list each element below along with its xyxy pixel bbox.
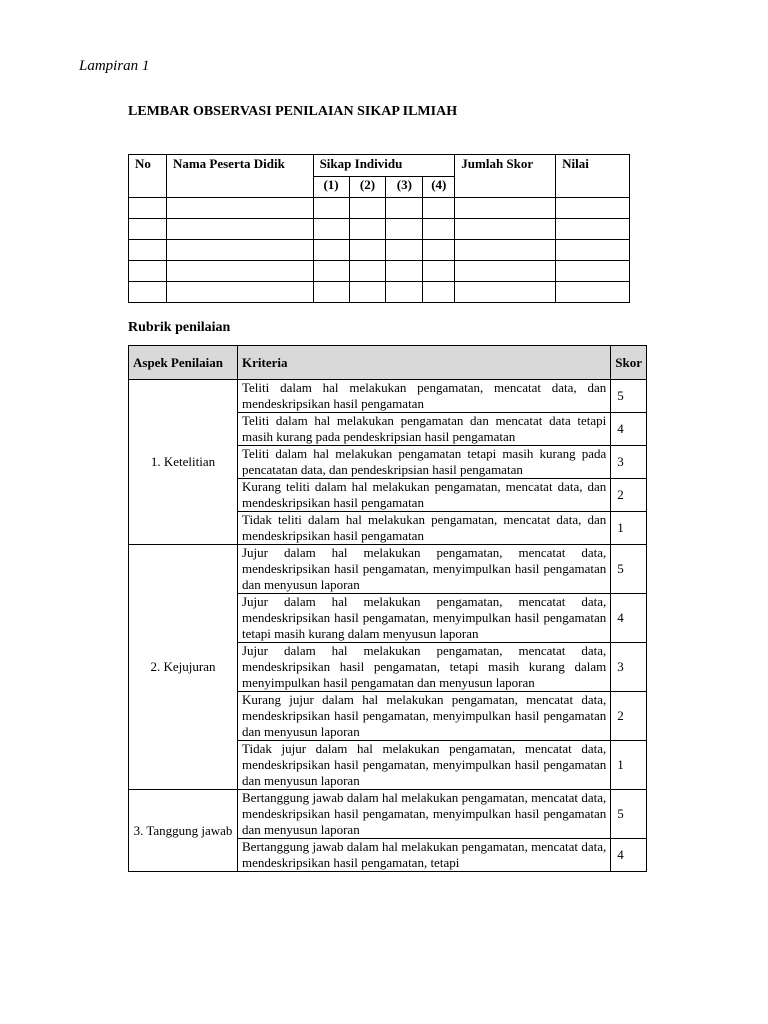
skor-cell: 4	[611, 594, 647, 643]
kriteria-cell: Jujur dalam hal melakukan pengamatan, mencatat data, mendeskripsikan hasil pengamatan, menyimpulkan hasil pengamatan tetapi masih kurang dalam menyusun laporan	[238, 594, 611, 643]
empty-cell	[386, 219, 423, 240]
table-row	[129, 240, 630, 261]
empty-cell	[556, 219, 630, 240]
kriteria-cell: Bertanggung jawab dalam hal melakukan pengamatan, mencatat data, mendeskripsikan hasil pengamatan, menyimpulkan hasil pengamatan dan menyusun laporan	[238, 790, 611, 839]
skor-cell: 4	[611, 839, 647, 872]
skor-cell: 1	[611, 741, 647, 790]
empty-cell	[129, 219, 167, 240]
sub-col-3: (3)	[386, 177, 423, 198]
aspek-cell: 1. Ketelitian	[129, 380, 238, 545]
empty-cell	[349, 240, 386, 261]
empty-cell	[455, 261, 556, 282]
empty-cell	[423, 282, 455, 303]
col-header-nama: Nama Peserta Didik	[166, 155, 313, 198]
sub-col-2: (2)	[349, 177, 386, 198]
empty-cell	[129, 261, 167, 282]
skor-cell: 5	[611, 790, 647, 839]
col-header-aspek: Aspek Penilaian	[129, 346, 238, 380]
kriteria-cell: Tidak teliti dalam hal melakukan pengamatan, mencatat data, dan mendeskripsikan hasil pengamatan	[238, 512, 611, 545]
kriteria-cell: Kurang teliti dalam hal melakukan pengamatan, mencatat data, dan mendeskripsikan hasil pengamatan	[238, 479, 611, 512]
page-title: LEMBAR OBSERVASI PENILAIAN SIKAP ILMIAH	[128, 104, 458, 119]
kriteria-cell: Bertanggung jawab dalam hal melakukan pengamatan, mencatat data, mendeskripsikan hasil pengamatan, tetapi	[238, 839, 611, 872]
rubric-table	[128, 345, 647, 872]
empty-cell	[349, 261, 386, 282]
table-row	[129, 545, 647, 594]
empty-cell	[313, 198, 349, 219]
empty-cell	[556, 261, 630, 282]
empty-cell	[423, 240, 455, 261]
empty-cell	[386, 282, 423, 303]
empty-cell	[423, 219, 455, 240]
empty-cell	[129, 282, 167, 303]
empty-cell	[166, 198, 313, 219]
table-row	[129, 790, 647, 839]
empty-cell	[349, 219, 386, 240]
col-header-kriteria: Kriteria	[238, 346, 611, 380]
empty-cell	[349, 198, 386, 219]
skor-cell: 5	[611, 545, 647, 594]
empty-cell	[455, 282, 556, 303]
sub-col-1: (1)	[313, 177, 349, 198]
empty-cell	[166, 240, 313, 261]
empty-cell	[386, 240, 423, 261]
empty-cell	[313, 219, 349, 240]
skor-cell: 1	[611, 512, 647, 545]
rubric-label: Rubrik penilaian	[128, 320, 231, 335]
skor-cell: 3	[611, 446, 647, 479]
empty-cell	[129, 198, 167, 219]
sub-col-4: (4)	[423, 177, 455, 198]
col-header-sikap: Sikap Individu	[313, 155, 455, 177]
table-row	[129, 261, 630, 282]
observation-table	[128, 154, 630, 303]
empty-cell	[166, 282, 313, 303]
skor-cell: 3	[611, 643, 647, 692]
table-row	[129, 380, 647, 413]
empty-cell	[166, 219, 313, 240]
col-header-nilai: Nilai	[556, 155, 630, 198]
table-row	[129, 282, 630, 303]
kriteria-cell: Kurang jujur dalam hal melakukan pengamatan, mencatat data, mendeskripsikan hasil pengamatan, menyimpulkan hasil pengamatan dan menyusun laporan	[238, 692, 611, 741]
kriteria-cell: Tidak jujur dalam hal melakukan pengamatan, mencatat data, mendeskripsikan hasil pengamatan, menyimpulkan hasil pengamatan dan menyusun laporan	[238, 741, 611, 790]
empty-cell	[455, 240, 556, 261]
col-header-jumlah: Jumlah Skor	[455, 155, 556, 198]
table-row	[129, 219, 630, 240]
empty-cell	[455, 198, 556, 219]
empty-cell	[556, 282, 630, 303]
empty-cell	[386, 198, 423, 219]
empty-cell	[556, 240, 630, 261]
kriteria-cell: Jujur dalam hal melakukan pengamatan, mencatat data, mendeskripsikan hasil pengamatan, menyimpulkan hasil pengamatan dan menyusun laporan	[238, 545, 611, 594]
aspek-cell: 3. Tanggung jawab	[129, 790, 238, 872]
empty-cell	[166, 261, 313, 282]
empty-cell	[313, 282, 349, 303]
empty-cell	[349, 282, 386, 303]
skor-cell: 2	[611, 479, 647, 512]
col-header-skor: Skor	[611, 346, 647, 380]
skor-cell: 4	[611, 413, 647, 446]
appendix-label: Lampiran 1	[79, 58, 150, 74]
kriteria-cell: Teliti dalam hal melakukan pengamatan dan mencatat data tetapi masih kurang pada pendeskripsian hasil pengamatan	[238, 413, 611, 446]
empty-cell	[129, 240, 167, 261]
empty-cell	[313, 261, 349, 282]
empty-cell	[556, 198, 630, 219]
table-row	[129, 198, 630, 219]
empty-cell	[423, 261, 455, 282]
empty-cell	[386, 261, 423, 282]
skor-cell: 2	[611, 692, 647, 741]
aspek-cell: 2. Kejujuran	[129, 545, 238, 790]
skor-cell: 5	[611, 380, 647, 413]
empty-cell	[313, 240, 349, 261]
empty-cell	[455, 219, 556, 240]
kriteria-cell: Teliti dalam hal melakukan pengamatan tetapi masih kurang pada pencatatan data, dan pendeskripsian hasil pengamatan	[238, 446, 611, 479]
kriteria-cell: Jujur dalam hal melakukan pengamatan, mencatat data, mendeskripsikan hasil pengamatan, tetapi masih kurang dalam menyimpulkan hasil pengamatan dan menyusun laporan	[238, 643, 611, 692]
empty-cell	[423, 198, 455, 219]
kriteria-cell: Teliti dalam hal melakukan pengamatan, mencatat data, dan mendeskripsikan hasil pengamatan	[238, 380, 611, 413]
col-header-no: No	[129, 155, 167, 198]
